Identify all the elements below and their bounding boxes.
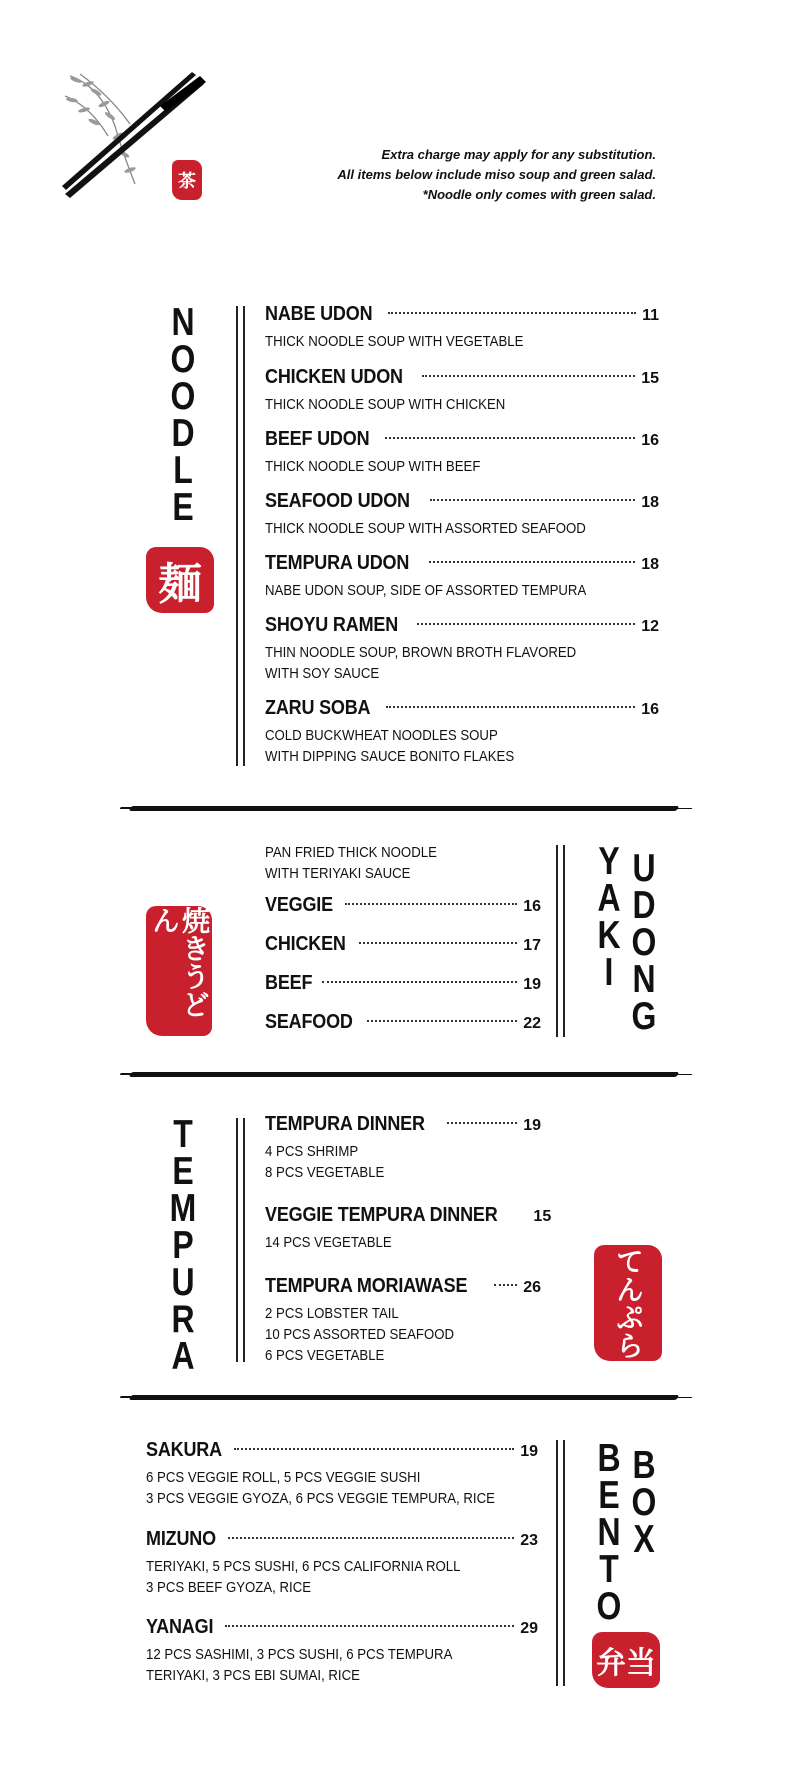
tempura-divider-line: [243, 1118, 245, 1362]
title-letter: T: [599, 1548, 619, 1591]
title-letter: T: [173, 1113, 193, 1156]
brush-divider: [129, 1072, 680, 1077]
bento-section-title: [591, 1437, 627, 1628]
title-letter: B: [632, 1444, 656, 1487]
title-letter: L: [173, 449, 193, 492]
title-letter: U: [632, 847, 656, 890]
note-line: *Noodle only comes with green salad.: [422, 187, 656, 202]
title-letter: O: [596, 1585, 622, 1628]
leader-dots: [386, 706, 635, 708]
leader-dots: [429, 561, 635, 563]
item-description: 3 PCS BEEF GYOZA, RICE: [146, 1579, 312, 1596]
yaki-divider-line: [556, 845, 558, 1037]
item-description: 14 PCS VEGETABLE: [265, 1234, 392, 1251]
title-letter: G: [631, 995, 657, 1038]
item-description: 10 PCS ASSORTED SEAFOOD: [265, 1326, 455, 1343]
title-letter: N: [171, 301, 195, 344]
tempura-stamp: [594, 1245, 662, 1361]
title-letter: O: [631, 921, 657, 964]
leader-dots: [430, 499, 635, 501]
item-name: SEAFOOD UDON: [265, 490, 410, 512]
item-name: NABE UDON: [265, 303, 373, 325]
udong-section-title: [626, 847, 662, 1038]
item-name: BEEF: [265, 972, 313, 994]
brush-divider: [129, 806, 680, 811]
logo-stamp: [172, 160, 202, 200]
item-description: THICK NOODLE SOUP WITH ASSORTED SEAFOOD: [265, 520, 586, 537]
bento-stamp-text: 弁当: [596, 1646, 656, 1681]
bento-stamp: [592, 1632, 660, 1688]
leader-dots: [367, 1020, 518, 1022]
title-letter: E: [598, 1474, 620, 1517]
leader-dots: [494, 1284, 517, 1286]
title-letter: E: [172, 1150, 194, 1193]
title-letter: R: [171, 1298, 195, 1341]
item-name: YANAGI: [146, 1616, 214, 1638]
item-description: WITH SOY SAUCE: [265, 665, 380, 682]
item-price: 19: [523, 976, 541, 993]
title-letter: E: [172, 486, 194, 529]
yaki-divider-line: [563, 845, 565, 1037]
item-name: CHICKEN UDON: [265, 366, 403, 388]
item-description: 6 PCS VEGGIE ROLL, 5 PCS VEGGIE SUSHI: [146, 1469, 421, 1486]
title-letter: N: [632, 958, 656, 1001]
title-letter: O: [170, 375, 196, 418]
item-price: 23: [520, 1532, 538, 1549]
item-price: 19: [520, 1443, 538, 1460]
item-price: 15: [533, 1208, 552, 1225]
item-price: 19: [523, 1117, 541, 1134]
item-name: SHOYU RAMEN: [265, 614, 399, 636]
tempura-stamp-text: てんぷら: [612, 1247, 645, 1359]
item-price: 18: [641, 556, 659, 573]
title-letter: D: [171, 412, 195, 455]
yaki-stamp: [146, 906, 212, 1036]
menu-item: [265, 303, 659, 352]
menu-item: [265, 1113, 541, 1183]
title-letter: A: [597, 877, 621, 920]
item-price: 11: [642, 307, 659, 324]
item-price: 18: [641, 494, 659, 511]
title-letter: I: [604, 951, 614, 994]
item-price: 15: [641, 370, 659, 387]
logo-stamp-text: 茶: [178, 171, 196, 192]
menu-item: [265, 972, 541, 1000]
item-description: THIN NOODLE SOUP, BROWN BROTH FLAVORED: [265, 644, 577, 661]
title-letter: P: [172, 1224, 194, 1267]
item-description: THICK NOODLE SOUP WITH BEEF: [265, 458, 481, 475]
leader-dots: [225, 1625, 514, 1627]
leader-dots: [345, 903, 518, 905]
tempura-divider-line: [236, 1118, 238, 1362]
item-price: 16: [641, 432, 659, 449]
title-letter: K: [597, 914, 621, 957]
item-description: TERIYAKI, 5 PCS SUSHI, 6 PCS CALIFORNIA ROLL: [146, 1558, 461, 1575]
item-name: TEMPURA MORIAWASE: [265, 1275, 468, 1297]
title-letter: A: [171, 1335, 195, 1378]
tempura-section-title: [165, 1113, 201, 1378]
item-price: 16: [523, 898, 541, 915]
item-price: 17: [523, 937, 541, 954]
item-description: 3 PCS VEGGIE GYOZA, 6 PCS VEGGIE TEMPURA, RICE: [146, 1490, 495, 1507]
brush-divider: [129, 1395, 680, 1400]
item-name: VEGGIE: [265, 894, 333, 916]
item-description: THICK NOODLE SOUP WITH VEGETABLE: [265, 333, 524, 350]
bento-divider-line: [563, 1440, 565, 1686]
menu-item: [265, 1275, 541, 1366]
item-description: 8 PCS VEGETABLE: [265, 1164, 385, 1181]
menu-item: [265, 894, 541, 922]
title-letter: M: [169, 1187, 197, 1230]
noodle-divider-line: [236, 306, 238, 766]
item-price: 26: [523, 1279, 541, 1296]
item-name: BEEF UDON: [265, 428, 370, 450]
noodle-section-title: [165, 301, 201, 529]
noodle-stamp-text: 麺: [158, 559, 202, 610]
title-letter: B: [597, 1437, 621, 1480]
title-letter: Y: [598, 840, 620, 883]
item-description: TERIYAKI, 3 PCS EBI SUMAI, RICE: [146, 1667, 360, 1684]
item-price: 12: [641, 618, 659, 635]
item-description: 4 PCS SHRIMP: [265, 1143, 359, 1160]
item-name: MIZUNO: [146, 1528, 216, 1550]
item-description: COLD BUCKWHEAT NOODLES SOUP: [265, 727, 498, 744]
leader-dots: [385, 437, 635, 439]
title-letter: D: [632, 884, 656, 927]
title-letter: X: [633, 1518, 655, 1561]
item-name: TEMPURA DINNER: [265, 1113, 425, 1135]
item-price: 16: [641, 701, 659, 718]
item-name: CHICKEN: [265, 933, 346, 955]
item-name: VEGGIE TEMPURA DINNER: [265, 1204, 498, 1226]
item-description: WITH DIPPING SAUCE BONITO FLAKES: [265, 748, 515, 765]
menu-item: [265, 697, 659, 767]
item-name: SEAFOOD: [265, 1011, 353, 1033]
item-price: 29: [520, 1620, 538, 1637]
intro-line: PAN FRIED THICK NOODLE: [265, 844, 437, 861]
yaki-section-title: [591, 840, 627, 994]
item-name: SAKURA: [146, 1439, 222, 1461]
item-description: THICK NOODLE SOUP WITH CHICKEN: [265, 396, 506, 413]
yaki-stamp-text: 焼きうどん: [148, 906, 211, 1018]
leader-dots: [234, 1448, 514, 1450]
leader-dots: [322, 981, 518, 983]
leader-dots: [228, 1537, 515, 1539]
leader-dots: [388, 312, 636, 314]
item-price: 22: [523, 1015, 541, 1032]
item-description: 6 PCS VEGETABLE: [265, 1347, 385, 1364]
title-letter: O: [631, 1481, 657, 1524]
intro-line: WITH TERIYAKI SAUCE: [265, 865, 411, 882]
note-line: Extra charge may apply for any substitution.: [381, 147, 656, 162]
leader-dots: [422, 375, 635, 377]
leader-dots: [447, 1122, 518, 1124]
item-description: 12 PCS SASHIMI, 3 PCS SUSHI, 6 PCS TEMPURA: [146, 1646, 453, 1663]
leader-dots: [417, 623, 635, 625]
item-name: ZARU SOBA: [265, 697, 371, 719]
menu-item: [265, 1011, 541, 1039]
menu-item: [146, 1616, 538, 1686]
menu-item: [265, 1204, 552, 1253]
title-letter: U: [171, 1261, 195, 1304]
title-letter: O: [170, 338, 196, 381]
note-line: All items below include miso soup and green salad.: [337, 167, 656, 182]
box-section-title: [626, 1444, 662, 1561]
menu-item: [265, 614, 659, 684]
menu-item: [265, 490, 659, 539]
noodle-divider-line: [243, 306, 245, 766]
menu-item: [146, 1528, 538, 1598]
item-description: 2 PCS LOBSTER TAIL: [265, 1305, 399, 1322]
item-description: NABE UDON SOUP, SIDE OF ASSORTED TEMPURA: [265, 582, 587, 599]
menu-item: [265, 933, 541, 961]
menu-notes: [337, 145, 656, 205]
menu-item: [146, 1439, 538, 1509]
yaki-intro: [265, 842, 460, 884]
menu-item: [265, 428, 659, 477]
bento-divider-line: [556, 1440, 558, 1686]
menu-item: [265, 552, 659, 601]
menu-item: [265, 366, 659, 415]
noodle-stamp: [146, 547, 214, 613]
item-name: TEMPURA UDON: [265, 552, 410, 574]
title-letter: N: [597, 1511, 621, 1554]
leader-dots: [359, 942, 517, 944]
